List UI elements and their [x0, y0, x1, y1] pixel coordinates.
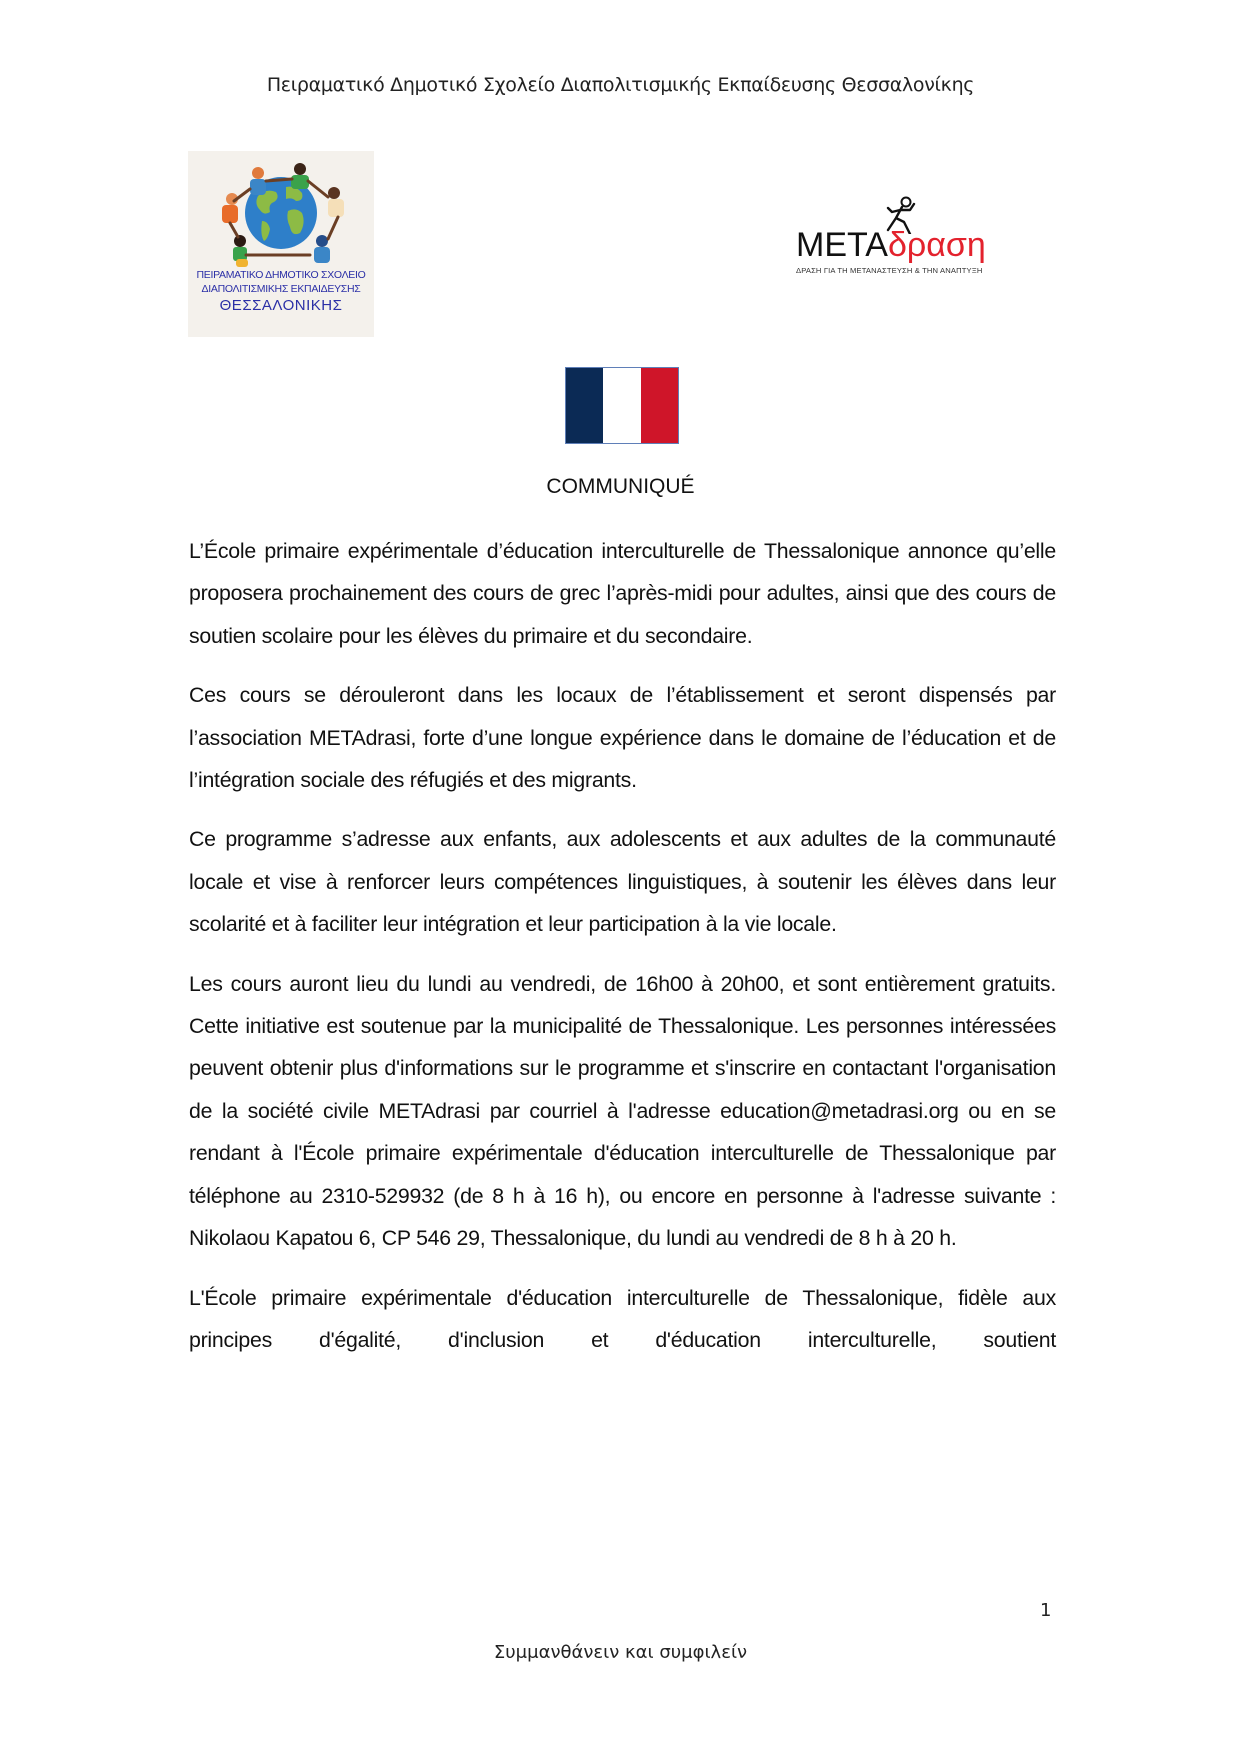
- document-body: [189, 530, 1056, 1378]
- metadrasi-tagline: ΔΡΑΣΗ ΓΙΑ ΤΗ ΜΕΤΑΝΑΣΤΕΥΣΗ & ΤΗΝ ΑΝΑΠΤΥΞΗ: [796, 266, 983, 275]
- metadrasi-logo: [794, 196, 1004, 280]
- page-number: 1: [1040, 1600, 1052, 1621]
- school-logo-line1: ΠΕΙΡΑΜΑΤΙΚΟ ΔΗΜΟΤΙΚΟ ΣΧΟΛΕΙΟ: [196, 269, 366, 281]
- school-logo-line3: ΘΕΣΣΑΛΟΝΙΚΗΣ: [219, 297, 343, 314]
- page-header: Πειραματικό Δημοτικό Σχολείο Διαπολιτισμικής Εκπαίδευσης Θεσσαλονίκης: [266, 74, 975, 96]
- paragraph-location: Ces cours se dérouleront dans les locaux de l’établissement et seront dispensés par l’association METAdrasi, forte d’une longue expérience dans le domaine de l’éducation et de l’intégration sociale des réfugiés et des migrants.: [189, 683, 1056, 793]
- document-title: COMMUNIQUÉ: [546, 475, 695, 498]
- metadrasi-wordmark: [796, 226, 986, 264]
- paragraph-announcement: L’École primaire expérimentale d’éducation interculturelle de Thessalonique annonce qu’elle proposera prochainement des cours de grec l’après-midi pour adultes, ainsi que des cours de soutien scolaire pour les élèves du primaire et du secondaire.: [189, 539, 1056, 648]
- flag-stripe-red: [641, 368, 678, 443]
- french-flag-icon: [565, 367, 679, 444]
- metadrasi-wordmark-black: META: [796, 226, 888, 264]
- page-footer-motto: Συμμανθάνειν και συμφιλείν: [493, 1642, 748, 1663]
- paragraph-audience: Ce programme s’adresse aux enfants, aux adolescents et aux adultes de la communauté locale et vise à renforcer leurs compétences linguistiques, à soutenir les élèves dans leur scolarité et à faciliter leur intégration et leur participation à la vie locale.: [189, 827, 1056, 937]
- paragraph-principles: L'École primaire expérimentale d'éducation interculturelle de Thessalonique, fidèle aux principes d'égalité, d'inclusion et d'éducation interculturelle, soutient: [189, 1285, 1056, 1352]
- school-logo-line2: ΔΙΑΠΟΛΙΤΙΣΜΙΚΗΣ ΕΚΠΑΙΔΕΥΣΗΣ: [201, 283, 361, 295]
- metadrasi-wordmark-red: δραση: [887, 226, 986, 264]
- flag-stripe-white: [603, 368, 640, 443]
- flag-stripe-blue: [566, 368, 603, 443]
- globe-children-icon: [188, 151, 374, 271]
- paragraph-schedule-contact: Les cours auront lieu du lundi au vendredi, de 16h00 à 20h00, et sont entièrement gratuits. Cette initiative est soutenue par la municipalité de Thessalonique. Les personnes intéressées peuvent obtenir plus d'informations sur le programme et s'inscrire en contactant l'organisation de la société civile METAdrasi par courriel à l'adresse education@metadrasi.org ou en se rendant à l'École primaire expérimentale d'éducation interculturelle de Thessalonique par téléphone au 2310-529932 (de 8 h à 16 h), ou encore en personne à l'adresse suivante : Nikolaou Kapatou 6, CP 546 29, Thessalonique, du lundi au vendredi de 8 h à 20 h.: [189, 971, 1056, 1251]
- school-logo: [188, 151, 374, 337]
